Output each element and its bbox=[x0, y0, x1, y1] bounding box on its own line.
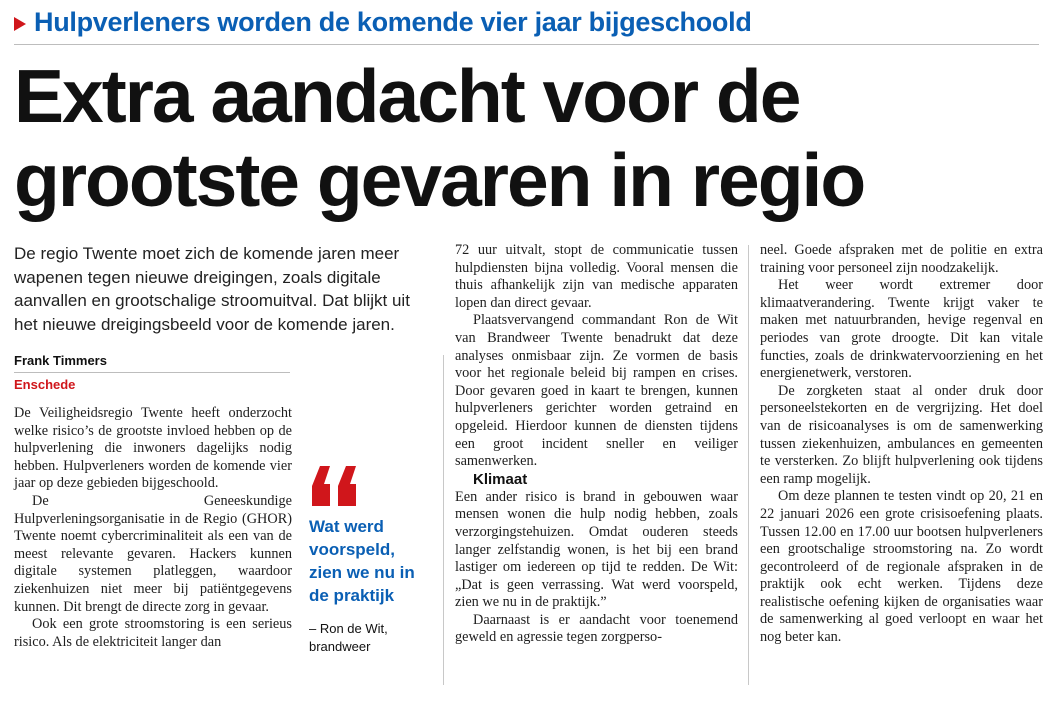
paragraph: De zorgketen staat al onder druk door personeelstekorten en de vergrijzing. Het doel van de risicoanalyses is om de samenwerking tussen ziekenhuizen, ambulances en gemeenten te versterken. Zo blijft hulpverlening ook tijdens een ramp mogelijk. bbox=[760, 382, 1043, 487]
article-column-1 bbox=[14, 405, 292, 651]
paragraph: De Geneeskundige Hulpverleningsorganisatie in de Regio (GHOR) Twente noemt cybercriminaliteit als een van de meest relevante gevaren. Hackers kunnen digitale systemen platleggen, waardoor ziekenhuizen niet meer bij patiëntgegevens kunnen. Dit brengt de directe zorg in gevaar. bbox=[14, 492, 292, 615]
pull-quote-attribution: – Ron de Wit, brandweer bbox=[309, 621, 388, 654]
column-divider bbox=[443, 355, 444, 685]
paragraph: Daarnaast is er aandacht voor toenemend geweld en agressie tegen zorgperso- bbox=[455, 611, 738, 646]
pull-quote: Wat werd voorspeld, zien we nu in de praktijk bbox=[309, 517, 415, 605]
paragraph: Om deze plannen te testen vindt op 20, 21 en 22 januari 2026 een grote crisisoefening plaats. Tussen 12.00 en 17.00 uur bootsen hulpverleners een grootschalige stroomstoring na. Zo wordt gecontroleerd of de regionale afspraken in de praktijk ook echt werken. Tijdens deze realistische oefening kijken de organisaties waar de samenwerking al goed verloopt en waar het nog beter kan. bbox=[760, 488, 1043, 646]
article-column-3 bbox=[760, 242, 1043, 647]
headline: Extra aandacht voor de grootste gevaren in regio bbox=[14, 54, 865, 222]
subheading: Klimaat bbox=[473, 470, 528, 488]
column-divider bbox=[748, 245, 749, 685]
quote-mark-icon bbox=[308, 462, 360, 508]
paragraph: neel. Goede afspraken met de politie en extra training voor personeel zijn noodzakelijk. bbox=[760, 242, 1043, 276]
paragraph: De Veiligheidsregio Twente heeft onderzocht welke risico’s de grootste invloed hebben op de hulpverlening die inwoners dagelijks nodig hebben. Hulpverleners worden de komende vier jaar op deze gebieden bijgeschoold. bbox=[14, 405, 292, 492]
author: Frank Timmers bbox=[14, 353, 107, 368]
red-triangle-icon bbox=[14, 17, 26, 31]
paragraph: 72 uur uitvalt, stopt de communicatie tussen hulpdiensten bijna volledig. Vooral mensen die thuis afhankelijk zijn van medische apparaten lopen dan direct gevaar. bbox=[455, 242, 738, 311]
kicker-text: Hulpverleners worden de komende vier jaar bijgeschoold bbox=[34, 6, 752, 37]
byline-divider bbox=[14, 372, 290, 373]
location: Enschede bbox=[14, 377, 76, 392]
byline bbox=[14, 352, 290, 394]
paragraph: Ook een grote stroomstoring is een serieus risico. Als de elektriciteit langer dan bbox=[14, 616, 292, 650]
paragraph: Het weer wordt extremer door klimaatverandering. Twente krijgt vaker te maken met natuurbranden, hevige regenval en periodes van grote droogte. Dit kan vitale functies, zoals de drinkwatervoorziening en het energienetwerk, verstoren. bbox=[760, 277, 1043, 382]
top-divider bbox=[14, 44, 1039, 45]
paragraph: Plaatsvervangend commandant Ron de Wit van Brandweer Twente benadrukt dat deze analyses onmisbaar zijn. Ze vormen de basis voor het regionale beleid bij rampen en crises. Door gevaren goed in kaart te brengen, kunnen hulpverleners gerichter worden getraind en opgeleid. Hierdoor kunnen de diensten tijdens een groot incident sneller en veiliger samenwerken. bbox=[455, 312, 738, 470]
paragraph: Een ander risico is brand in gebouwen waar mensen wonen die hulp nodig hebben, zoals verzorgingstehuizen. Omdat ouderen steeds langer zelfstandig wonen, is het bij een brand lastiger om iedereen op tijd te redden. De Wit: „Dat is geen verrassing. Wat werd voorspeld, zien we nu in de praktijk.” bbox=[455, 488, 738, 611]
intro-paragraph: De regio Twente moet zich de komende jaren meer wapenen tegen nieuwe dreigingen, zoals digitale aanvallen en grootschalige stroomuitval. Dat blijkt uit het nieuwe dreigingsbeeld voor de komende jaren. bbox=[14, 244, 410, 334]
kicker bbox=[14, 4, 752, 40]
article-column-2 bbox=[455, 242, 738, 647]
